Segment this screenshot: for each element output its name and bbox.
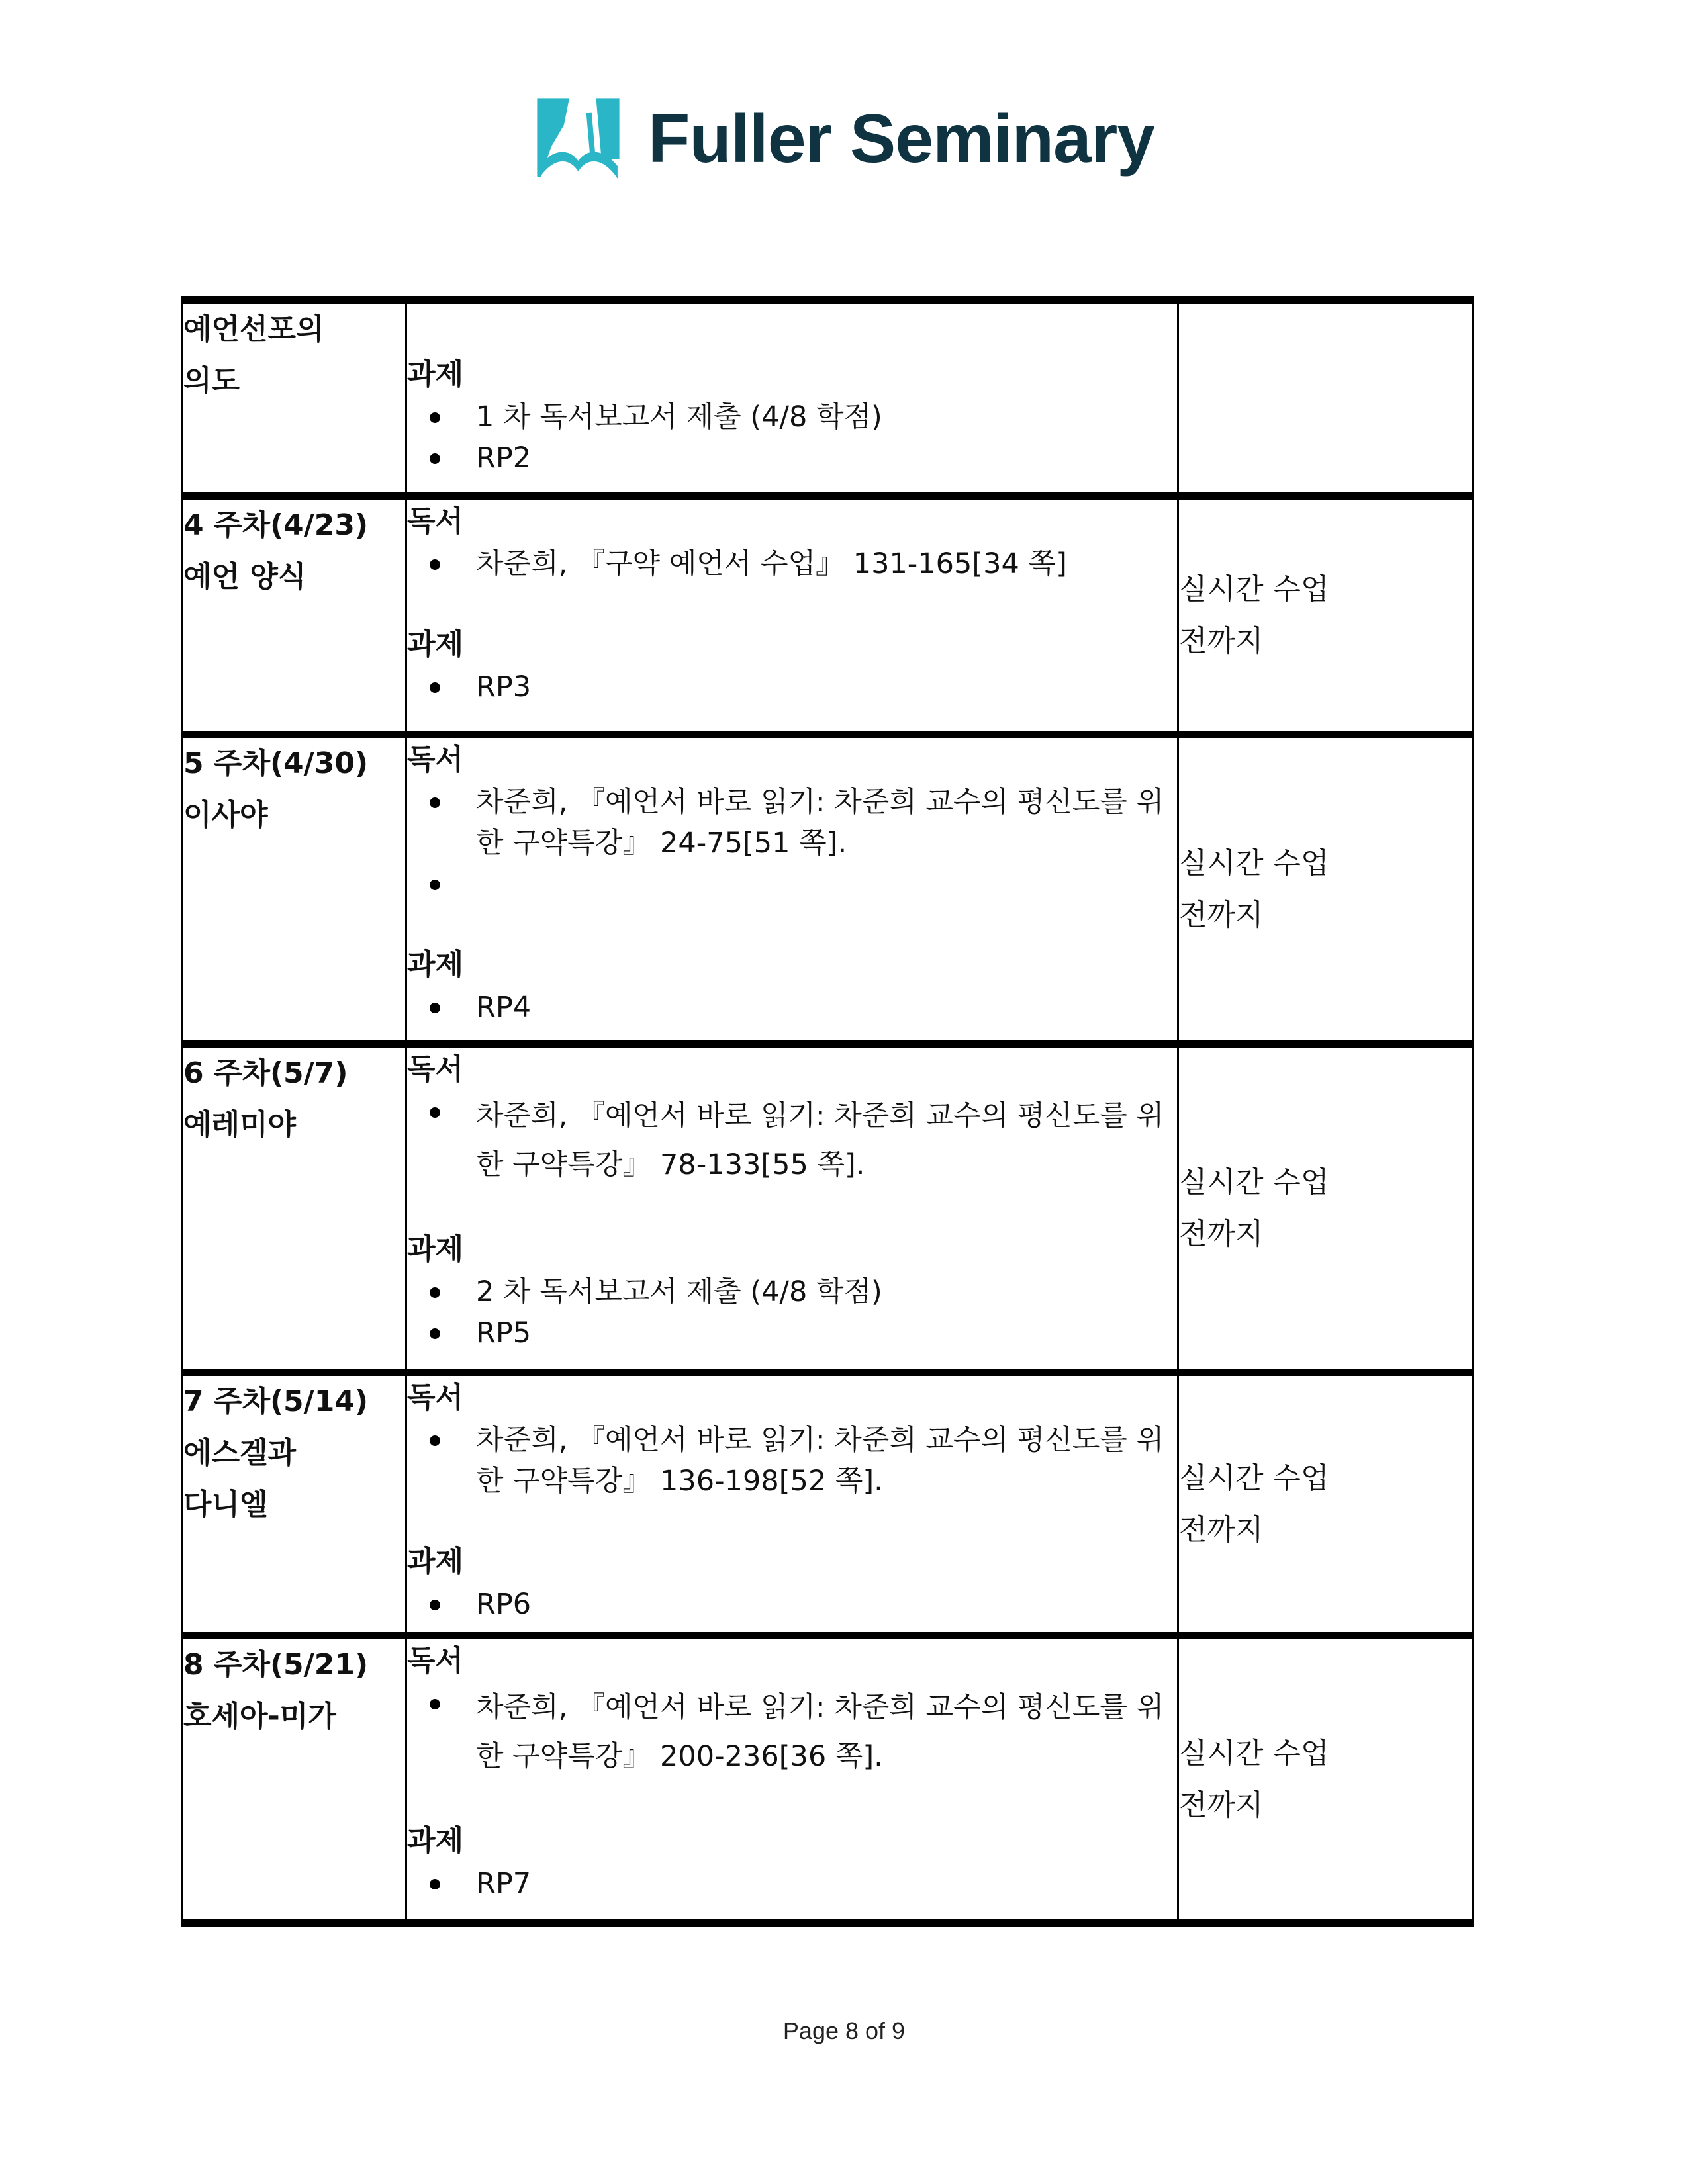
assignment-list	[407, 666, 1177, 707]
note-cell	[1178, 735, 1474, 1044]
note-text: 실시간 수업 전까지	[1179, 572, 1329, 658]
week-topic-continued: 다니엘	[183, 1488, 268, 1522]
note-text: 실시간 수업 전까지	[1179, 1165, 1329, 1251]
week-topic: 의도	[183, 364, 240, 398]
week-topic: 예언 양식	[183, 560, 306, 594]
week-title: 8 주차(5/21)	[183, 1648, 369, 1682]
note-cell	[1178, 1044, 1474, 1373]
schedule-table	[181, 296, 1474, 1927]
section-label-assignment: 과제	[407, 1824, 464, 1858]
list-item	[476, 864, 1177, 905]
week-title: 4 주차(4/23)	[183, 508, 369, 542]
week-cell	[183, 1044, 406, 1373]
assignment-list	[407, 396, 1177, 478]
week-topic: 이사야	[183, 798, 268, 832]
week-cell	[183, 496, 406, 735]
list-item: RP3	[476, 666, 1177, 707]
week-cell	[183, 1373, 406, 1636]
section-label-reading: 독서	[407, 1381, 464, 1414]
week-cell	[183, 1636, 406, 1923]
list-item: 차준희, 『구약 예언서 수업』 131-165[34 쪽]	[476, 543, 1177, 584]
assignment-list	[407, 1863, 1177, 1904]
week-title: 7 주차(5/14)	[183, 1385, 369, 1418]
reading-list	[407, 1420, 1177, 1502]
section-label-assignment: 과제	[407, 1232, 464, 1266]
note-text: 실시간 수업 전까지	[1179, 1461, 1329, 1547]
note-cell	[1178, 496, 1474, 735]
note-cell	[1178, 1373, 1474, 1636]
section-label-reading: 독서	[407, 743, 464, 776]
reading-list	[407, 1683, 1177, 1781]
fuller-logo	[534, 95, 1154, 184]
week-topic: 에스겔과	[183, 1436, 297, 1470]
list-item: RP2	[476, 437, 1177, 478]
list-item: RP5	[476, 1312, 1177, 1353]
assignment-list	[407, 987, 1177, 1028]
content-cell	[406, 300, 1178, 496]
section-label-assignment: 과제	[407, 627, 464, 661]
section-label-reading: 독서	[407, 1644, 464, 1678]
note-text: 실시간 수업 전까지	[1179, 846, 1329, 932]
content-cell	[406, 1636, 1178, 1923]
section-label-reading: 독서	[407, 504, 464, 538]
content-cell	[406, 496, 1178, 735]
assignment-list	[407, 1584, 1177, 1625]
content-cell	[406, 1044, 1178, 1373]
section-label-assignment: 과제	[407, 357, 464, 391]
table-row	[183, 496, 1474, 735]
open-book-icon	[534, 95, 623, 184]
assignment-list	[407, 1271, 1177, 1353]
list-item: 2 차 독서보고서 제출 (4/8 학점)	[476, 1271, 1177, 1312]
list-item: RP4	[476, 987, 1177, 1028]
brand-name: Fuller Seminary	[647, 100, 1155, 177]
schedule-body	[183, 300, 1474, 1923]
section-label-assignment: 과제	[407, 1545, 464, 1578]
table-row	[183, 1044, 1474, 1373]
table-row	[183, 735, 1474, 1044]
reading-list	[407, 782, 1177, 905]
list-item: 차준희, 『예언서 바로 읽기: 차준희 교수의 평신도를 위한 구약특강』 136-198[52 쪽].	[476, 1420, 1177, 1502]
table-row	[183, 1636, 1474, 1923]
list-item: RP7	[476, 1863, 1177, 1904]
week-title: 5 주차(4/30)	[183, 747, 369, 780]
week-title: 예언선포의	[183, 312, 324, 346]
list-item: 차준희, 『예언서 바로 읽기: 차준희 교수의 평신도를 위한 구약특강』 24-75[51 쪽].	[476, 782, 1177, 864]
list-item: 1 차 독서보고서 제출 (4/8 학점)	[476, 396, 1177, 437]
page-header	[0, 93, 1688, 185]
note-cell	[1178, 300, 1474, 496]
week-title: 6 주차(5/7)	[183, 1056, 348, 1090]
note-cell	[1178, 1636, 1474, 1923]
table-row	[183, 300, 1474, 496]
week-topic: 예레미야	[183, 1108, 297, 1142]
section-label-reading: 독서	[407, 1052, 464, 1086]
content-cell	[406, 735, 1178, 1044]
list-item: 차준희, 『예언서 바로 읽기: 차준희 교수의 평신도를 위한 구약특강』 78-133[55 쪽].	[476, 1091, 1177, 1189]
note-text: 실시간 수업 전까지	[1179, 1736, 1329, 1822]
page-number: Page 8 of 9	[782, 2017, 906, 2044]
section-label-assignment: 과제	[407, 948, 464, 981]
reading-list	[407, 543, 1177, 584]
reading-list	[407, 1091, 1177, 1189]
week-cell	[183, 735, 406, 1044]
content-cell	[406, 1373, 1178, 1636]
list-item: RP6	[476, 1584, 1177, 1625]
week-cell	[183, 300, 406, 496]
list-item: 차준희, 『예언서 바로 읽기: 차준희 교수의 평신도를 위한 구약특강』 200-236[36 쪽].	[476, 1683, 1177, 1781]
week-topic: 호세아-미가	[183, 1700, 336, 1733]
table-row	[183, 1373, 1474, 1636]
